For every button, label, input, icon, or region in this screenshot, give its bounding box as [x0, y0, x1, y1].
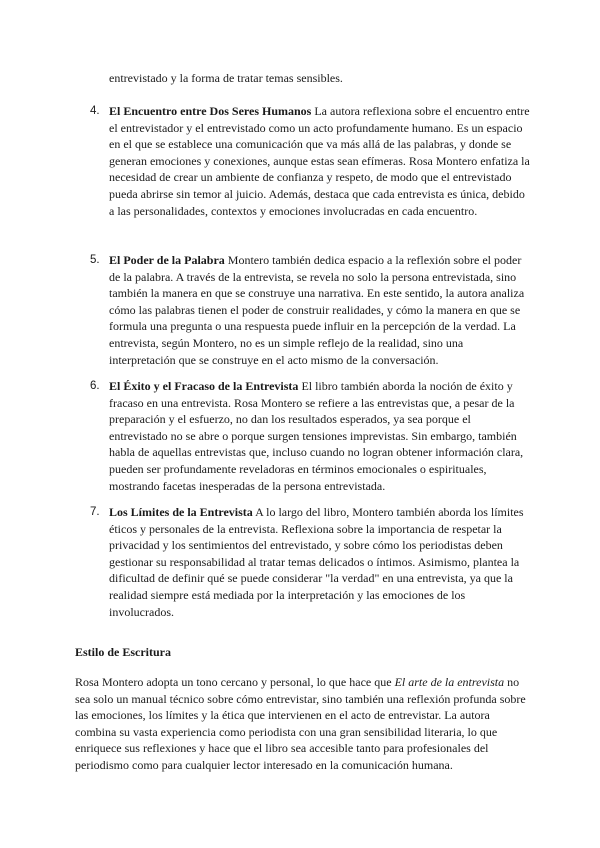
list-item-6 [90, 378, 531, 494]
continuation-text: entrevistado y la forma de tratar temas sensibles. [109, 71, 343, 85]
item-text: El libro también aborda la noción de éxito y fracaso en una entrevista. Rosa Montero se refiere a las entrevistas que, a pesar de la preparación y el esfuerzo, no dan los resultados esperados, ya sea porque el entrevistado no se abre o porque surgen tensiones imprevistas. Sin embargo, también habla de aquellas entrevistas que, incluso cuando no logran obtener información clara, pueden ser profundamente reveladoras en términos emocionales o espirituales, mostrando facetas inesperadas de la persona entrevistada. [109, 379, 524, 493]
list-item-5 [90, 252, 531, 368]
book-title: El arte de la entrevista [394, 675, 505, 689]
paragraph-text-before: Rosa Montero adopta un tono cercano y personal, lo que hace que [75, 675, 392, 689]
item-title: El Éxito y el Fracaso de la Entrevista [109, 379, 299, 393]
item-number: 4. [90, 105, 100, 117]
style-paragraph [75, 674, 531, 774]
item-text: Montero también dedica espacio a la reflexión sobre el poder de la palabra. A través de la entrevista, se revela no solo la persona entrevistada, sino también la manera en que se construye una narrativa. En este sentido, la autora analiza cómo las palabras tienen el poder de construir realidades, y cómo la manera en que se formula una pregunta o una respuesta puede influir en la percepción de la verdad. La entrevista, según Montero, no es un simple reflejo de la realidad, sino una interpretación que se construye en el acto mismo de la conversación. [109, 253, 525, 367]
list-item-7 [90, 504, 531, 620]
section-heading: Estilo de Escritura [75, 645, 171, 659]
item-title: El Encuentro entre Dos Seres Humanos [109, 104, 312, 118]
item-title: El Poder de la Palabra [109, 253, 225, 267]
item-number: 5. [90, 254, 100, 266]
paragraph-text-after: no sea solo un manual técnico sobre cómo entrevistar, sino también una reflexión profunda sobre las emociones, los límites y la ética que intervienen en el acto de entrevistar. La autora combina su vasta experiencia como periodista con una gran sensibilidad literaria, lo que enriquece sus reflexiones y hace que el libro sea accesible tanto para profesionales del periodismo como para cualquier lector interesado en la comunicación humana. [75, 675, 526, 772]
item-number: 6. [90, 380, 100, 392]
item-title: Los Límites de la Entrevista [109, 505, 253, 519]
list-item-4 [90, 103, 531, 219]
item-text: A lo largo del libro, Montero también aborda los límites éticos y personales de la entrevista. Reflexiona sobre la importancia de respetar la privacidad y los sentimientos del entrevistado, y sobre cómo los periodistas deben gestionar su responsabilidad al tratar temas delicados o íntimos. Asimismo, plantea la dificultad de definir qué se puede considerar "la verdad" en una entrevista, ya que la realidad siempre está mediada por la interpretación y las emociones de los involucrados. [109, 505, 524, 619]
item-number: 7. [90, 506, 100, 518]
item-text: La autora reflexiona sobre el encuentro entre el entrevistador y el entrevistado como un acto profundamente humano. Es un espacio en el que se establece una comunicación que va más allá de las palabras, y donde se generan emociones y conexiones, aunque estas sean efímeras. Rosa Montero enfatiza la necesidad de crear un ambiente de confianza y respeto, de modo que el entrevistado pueda abrirse sin temor al juicio. Además, destaca que cada entrevista es única, debido a las personalidades, contextos y emociones involucradas en cada encuentro. [109, 104, 530, 218]
